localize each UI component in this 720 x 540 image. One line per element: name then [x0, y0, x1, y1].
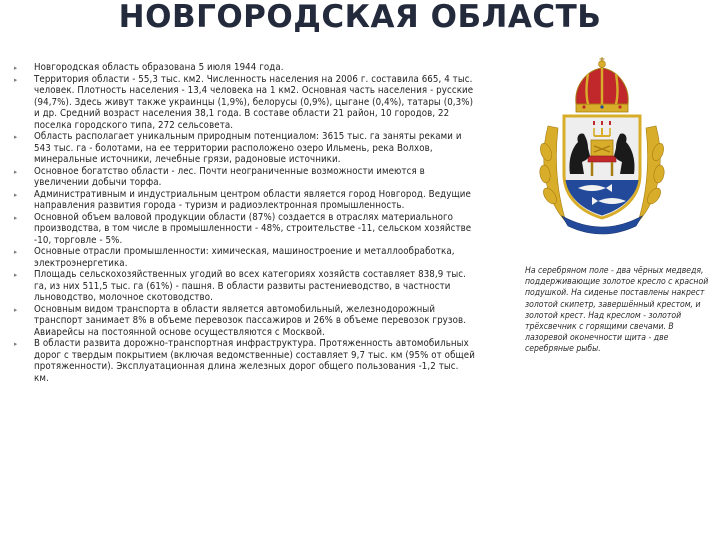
bullet-arrow-icon — [14, 306, 20, 314]
list-item-text: В области развита дорожно-транспортная инфраструктура. Протяженность автомобильных дорог с твердым покрытием (включая ведомственные) составляет 9,7 тыс. км (95% от общей протяженности). Эксплуатационная длина железных дорог общего пользования -1,2 тыс. км. — [34, 338, 475, 384]
list-item — [14, 131, 476, 166]
list-item — [14, 246, 476, 269]
list-item-text: Основным видом транспорта в области является автомобильный, железнодорожный транспорт занимает 8% в объеме перевозок пассажиров и 26% в объеме перевозок грузов. Авиарейсы на постоянной основе осуществляются с Москвой. — [34, 303, 467, 338]
emblem-caption: На серебряном поле - два чёрных медведя, поддерживающие золотое кресло с красной подушкой. На сиденье поставлены накрест золотой скипетр, завершённый крестом, и золотой крест. Над креслом - золотой трёхсвечник с горящими свечами. В лазоревой оконечности щита - две серебряные рыбы. — [525, 266, 709, 355]
list-item-text: Административным и индустриальным центром области является город Новгород. Ведущие направления развития города - туризм и радиоэлектронная промышленность. — [34, 188, 471, 211]
list-item — [14, 304, 476, 339]
bullet-arrow-icon — [14, 191, 20, 199]
list-item-text: Область располагает уникальным природным потенциалом: 3615 тыс. га заняты реками и 543 тыс. га - болотами, на ее территории расположено озеро Ильмень, река Волхов, минеральные источники, лечебные грязи, радоновые источники. — [34, 131, 462, 165]
list-item — [14, 166, 476, 189]
slide-title: НОВГОРОДСКАЯ ОБЛАСТЬ — [118, 0, 602, 35]
bullet-arrow-icon — [14, 214, 20, 222]
bullet-arrow-icon — [14, 248, 20, 256]
bullet-arrow-icon — [14, 340, 20, 348]
bullet-arrow-icon — [14, 168, 20, 176]
list-item-text: Площадь сельскохозяйственных угодий во всех категориях хозяйств составляет 838,9 тыс. га, из них 511,5 тыс. га (61%) - пашня. В области развиты растениеводство, в частности льноводство, молочное скотоводство. — [34, 269, 467, 303]
list-item — [14, 189, 476, 212]
list-item — [14, 74, 476, 132]
bullet-arrow-icon — [14, 271, 20, 279]
list-item — [14, 62, 476, 74]
bullet-arrow-icon — [14, 76, 20, 84]
novgorod-coat-of-arms-icon — [536, 56, 668, 236]
list-item — [14, 212, 476, 247]
list-item — [14, 269, 476, 304]
bullet-list — [14, 62, 476, 384]
list-item-text: Основное богатство области - лес. Почти неограниченные возможности имеются в увеличении добычи торфа. — [34, 165, 425, 188]
list-item-text: Основные отрасли промышленности: химическая, машиностроение и металлообработка, электроэнергетика. — [34, 246, 455, 269]
crown-icon — [576, 57, 628, 112]
list-item-text: Новгородская область образована 5 июля 1944 года. — [34, 62, 284, 73]
list-item — [14, 338, 476, 384]
list-item-text: Территория области - 55,3 тыс. км2. Численность населения на 2006 г. составила 665, 4 тыс. человек. Плотность населения - 13,4 человека на 1 км2. Основная часть населения - русские (94,7%). Здесь живут также украинцы (1,9%), белорусы (0,9%), цыгане (0,4%), татары (0,3%) и др. Средний возраст населения 38,1 года. В составе области 21 район, 10 городов, 22 поселка городского типа, 272 сельсовета. — [34, 73, 474, 131]
bullet-arrow-icon — [14, 64, 20, 72]
list-item-text: Основной объем валовой продукции области (87%) создается в отраслях материального производства, в том числе в промышленности - 48%, строительстве -11, сельском хозяйстве -10, торговле - 5%. — [34, 211, 472, 246]
bullet-arrow-icon — [14, 133, 20, 141]
